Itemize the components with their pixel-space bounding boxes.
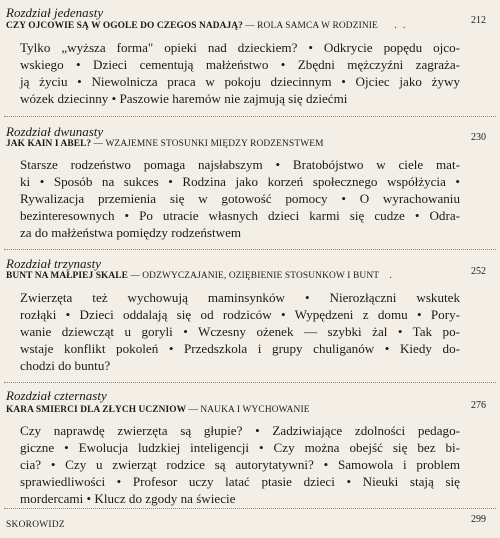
chapter-page-number: 276: [471, 400, 486, 411]
chapter-heading: [6, 271, 436, 282]
summary-line: rozłąki • Dzieci oddalają się od rodziców • Wypędzeni z domu • Pory-: [20, 307, 460, 322]
chapter-heading: [6, 139, 436, 150]
summary-line: wstaje konflikt pokoleń • Przedszkola i grupy chuliganów • Kiedy do-: [20, 341, 460, 356]
chapter-number-label: Rozdział dwunasty: [6, 124, 104, 139]
chapter-subtitle: ROLA SAMCA W RODZINIE: [257, 21, 378, 31]
chapter-subtitle-dash: —: [188, 405, 198, 415]
summary-line: chodzi do buntu?: [20, 358, 111, 373]
chapter-title: JAK KAIN I ABEL?: [6, 139, 92, 149]
chapter-summary: [20, 422, 460, 507]
summary-line: sprawiedliwości • Profesor uczy latać ptasie dzieci • Nieuki stają się: [20, 474, 460, 489]
summary-line: mordercami • Klucz do zgody na świecie: [20, 491, 236, 506]
summary-line: za do małżeństwa pomiędzy rodzeństwem: [20, 225, 242, 240]
chapter-page-number: 212: [471, 15, 486, 26]
dot-leader: .: [389, 271, 394, 281]
chapter-subtitle: NAUKA I WYCHOWANIE: [200, 405, 310, 415]
chapter-subtitle: WZAJEMNE STOSUNKI MIĘDZY RODZEŃSTWEM: [105, 139, 324, 149]
section-divider: [4, 249, 496, 250]
chapter-summary: [20, 289, 460, 374]
summary-line: ki • Sposób na sukces • Rodzina jako korzeń społecznego współżycia •: [20, 174, 460, 189]
chapter-title: CZY OJCOWIE SĄ W OGÓLE DO CZEGOŚ NADAJĄ?: [6, 21, 243, 31]
chapter-page-number: 252: [471, 266, 486, 277]
section-divider: [4, 382, 496, 383]
chapter-number-label: Rozdział jedenasty: [6, 5, 104, 20]
chapter-title: KARA ŚMIERCI DLA ZŁYCH UCZNIÓW: [6, 405, 187, 415]
summary-line: cia? • Czy u zwierząt rodzice są autorytatywni? • Samowola i problem: [20, 457, 460, 472]
section-divider: [4, 116, 496, 117]
section-divider: [4, 508, 496, 509]
chapter-subtitle: ODZWYCZAJANIE, OZIĘBIENIE STOSUNKÓW I BUNT: [142, 271, 380, 281]
summary-line: Tylko „wyższa forma" opieki nad dzieckiem? • Odkrycie popędu ojco-: [20, 40, 460, 55]
chapter-heading: [6, 21, 436, 32]
summary-line: giczne • Ewolucja ludzkiej inteligencji • Czy można obejść się bez bi-: [20, 440, 460, 455]
summary-line: Czy naprawdę zwierzęta są głupie? • Zadziwiające zdolności pedago-: [20, 423, 460, 438]
summary-line: Starsze rodzeństwo pomaga najsłabszym • Bratobójstwo w ciele mat-: [20, 157, 460, 172]
summary-line: wanie dziewcząt u goryli • Wczesny ożenek — szybki żal • Tak po-: [20, 324, 460, 339]
chapter-heading: [6, 405, 436, 416]
chapter-subtitle-dash: —: [245, 21, 255, 31]
index-page-number: 299: [471, 514, 486, 525]
chapter-subtitle-dash: —: [93, 139, 104, 149]
summary-line: ją życiu • Niewolnicza praca w pokoju dziecinnym • Ojciec jako żywy: [20, 74, 460, 89]
summary-line: wózek dziecinny • Paszowie haremów nie zajmują się dziećmi: [20, 91, 348, 106]
chapter-number-label: Rozdział trzynasty: [6, 256, 101, 271]
summary-line: Zwierzęta też wychowują maminsynków • Nierozłączni wskutek: [20, 290, 460, 305]
summary-line: wskiego • Dzieci cementują małżeństwo • Zbędni mężczyźni zagraża-: [20, 57, 460, 72]
chapter-subtitle-dash: —: [130, 271, 140, 281]
summary-line: bezinteresownych • Po utracie własnych dzieci karmi się cudze • Odra-: [20, 208, 460, 223]
chapter-number-label: Rozdział czternasty: [6, 388, 107, 403]
chapter-summary: [20, 156, 460, 241]
dot-leader: . .: [394, 21, 408, 31]
summary-line: Rywalizacja przemienia się w gotowość pomocy • O wyrachowaniu: [20, 191, 460, 206]
chapter-page-number: 230: [471, 132, 486, 143]
index-label: SKOROWIDZ: [6, 520, 65, 530]
chapter-summary: [20, 39, 460, 107]
chapter-title: BUNT NA MAŁPIEJ SKALE: [6, 271, 129, 281]
